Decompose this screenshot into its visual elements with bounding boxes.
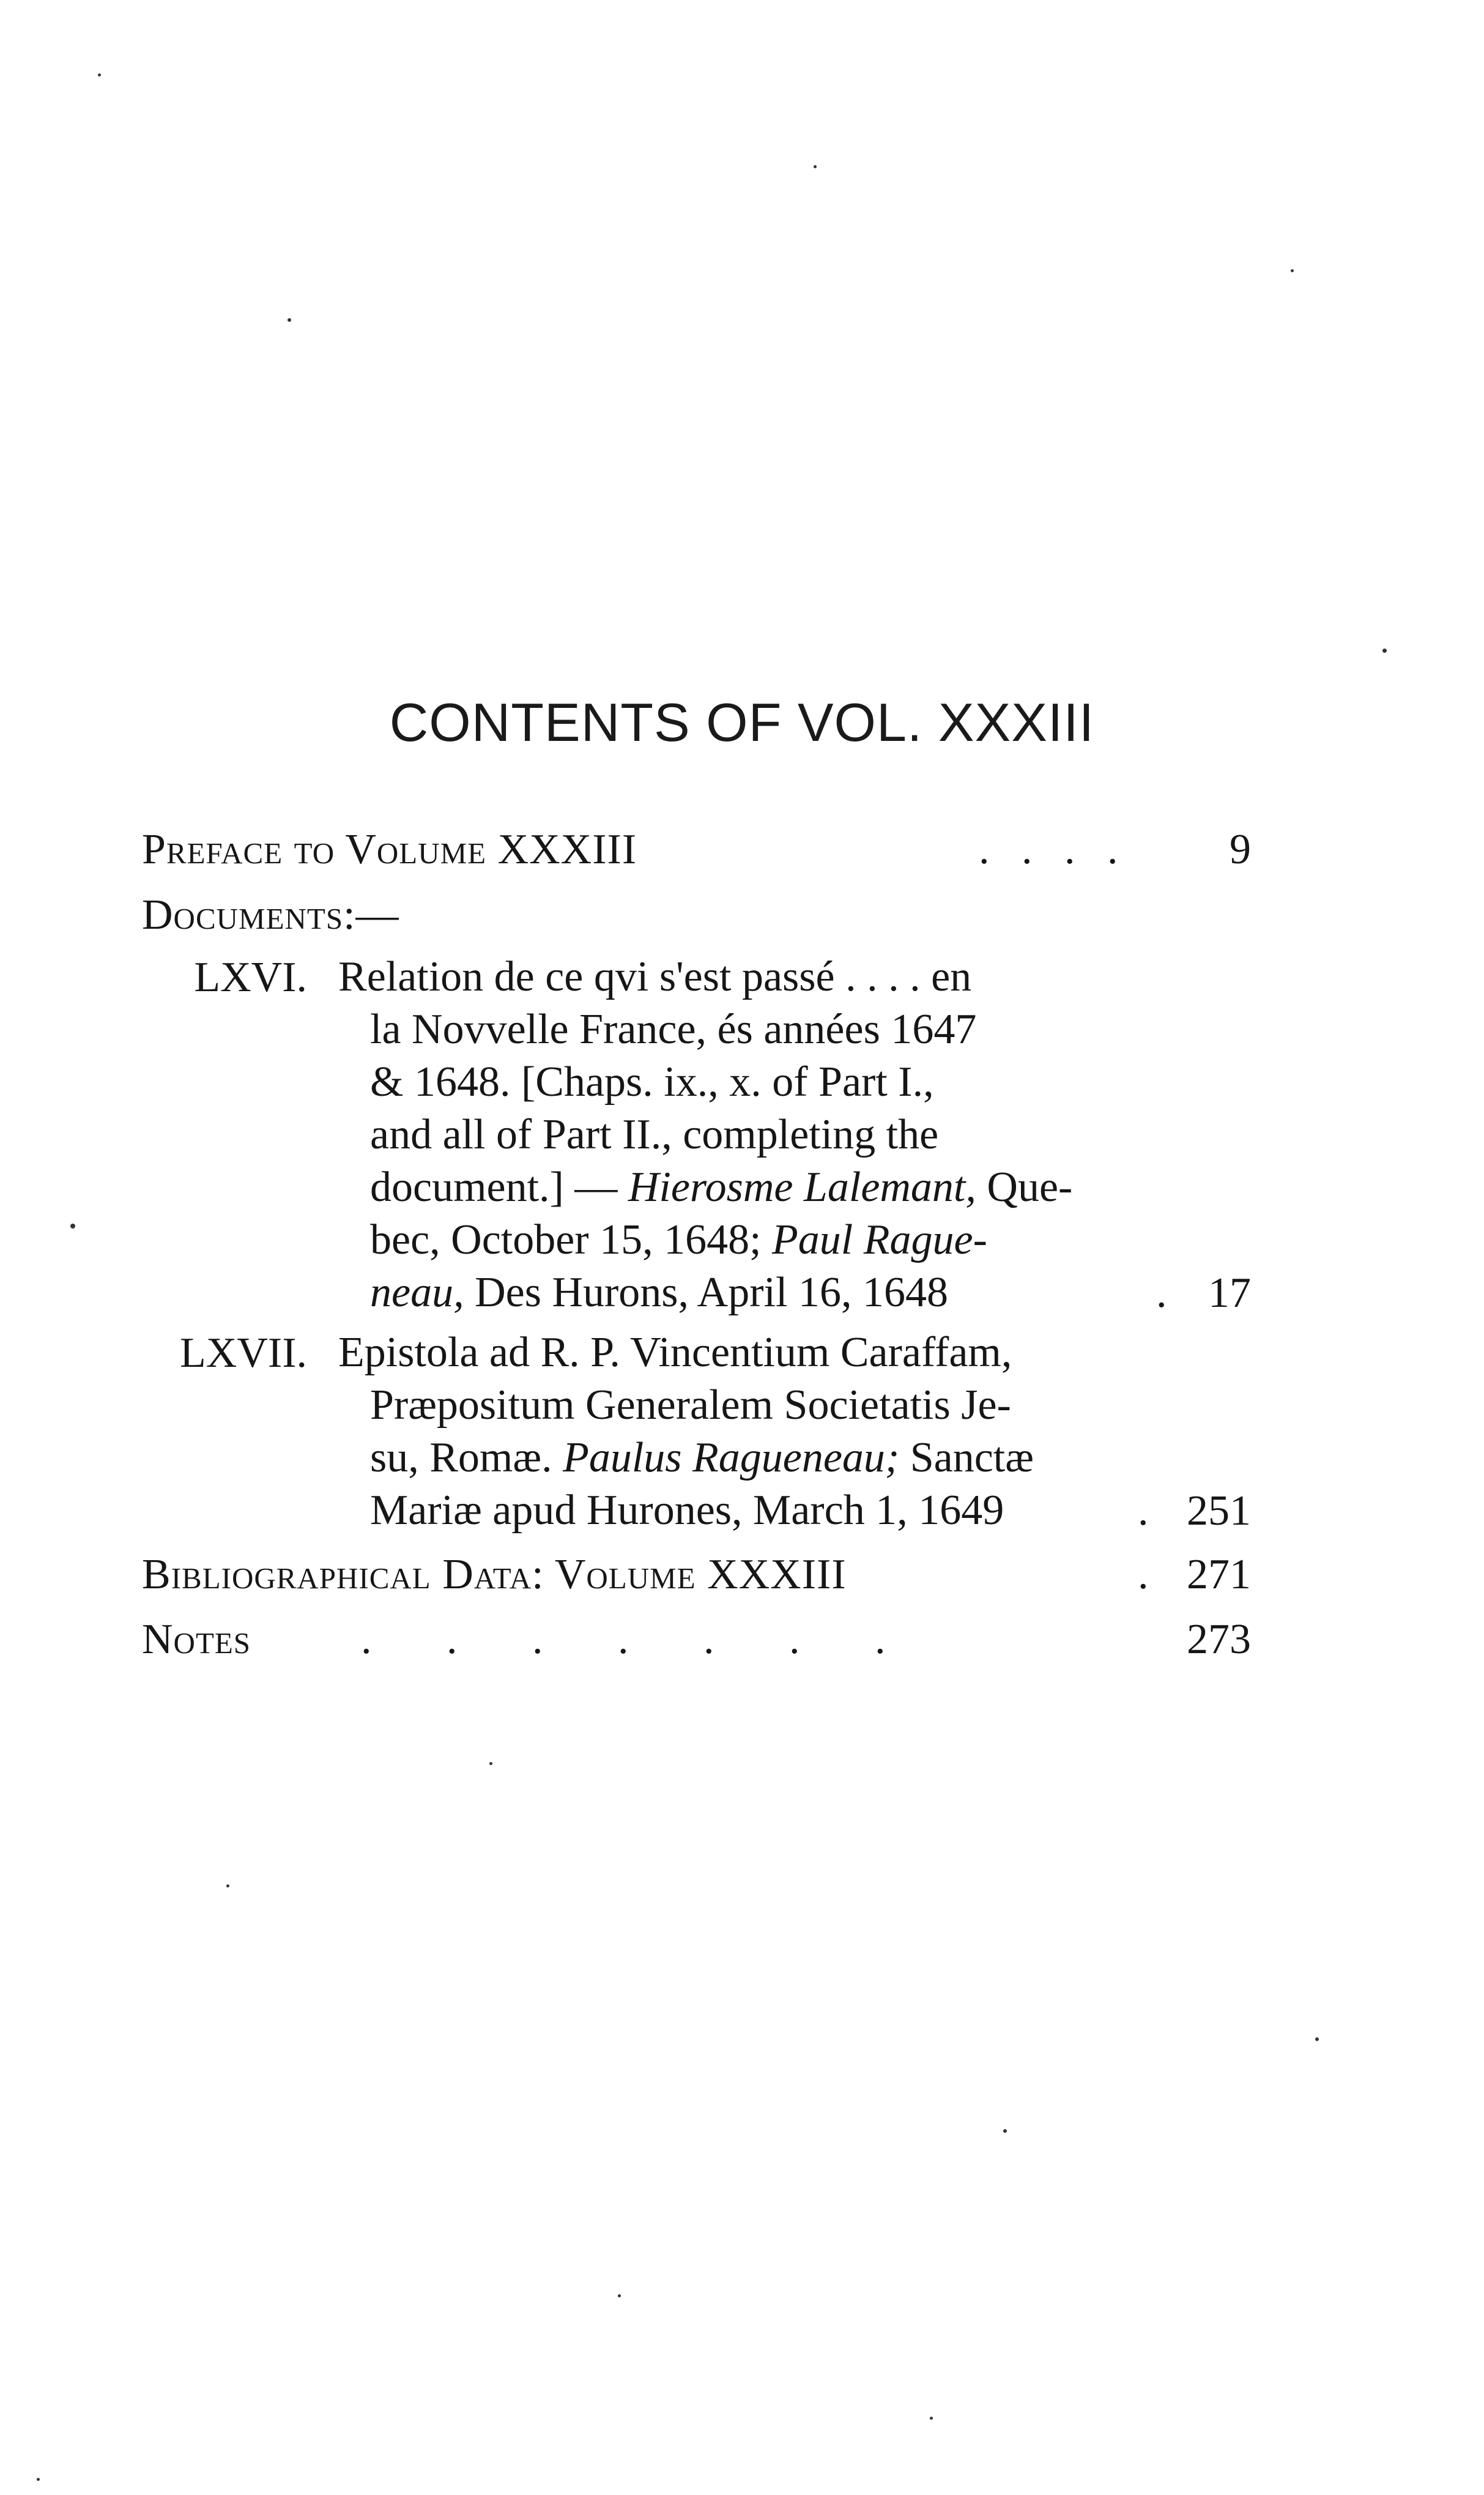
document-lxvi-line-7: neau, Des Hurons, April 16, 1648 [370,1269,948,1316]
scan-speck [1291,269,1294,272]
document-lxvi-page: 17 [1208,1270,1251,1317]
scan-speck [288,318,291,322]
scan-speck [1003,2129,1007,2133]
scan-speck [70,1224,75,1229]
scan-speck [37,2478,40,2481]
author-paul-ragueneau: Paul Rague- [761,1216,987,1263]
document-lxvi-line-1: Relation de ce qvi s'est passé . . . . en [338,953,972,1000]
document-lxvi-description [338,951,1158,1319]
toc-entry-preface-label: Preface to Volume XXXIII [142,826,637,873]
document-lxvii-description [338,1326,1158,1537]
scan-speck [618,2294,621,2297]
document-lxvi-line-5: document.] — Hierosme Lalemant, Que- [370,1164,1073,1211]
document-lxvii-line-2: Præpositum Generalem Societatis Je- [370,1381,1011,1429]
scan-speck [98,73,101,76]
leader-dots: . [1156,1270,1167,1317]
scan-speck [1382,649,1387,653]
document-lxvi-line-4: and all of Part II., completing the [370,1111,939,1158]
document-lxvi-line-6: bec, October 15, 1648; Paul Rague- [370,1216,987,1263]
scan-speck [1315,2037,1319,2041]
scan-speck [226,1884,229,1887]
document-lxvi-line-2: la Novvelle France, és années 1647 [370,1006,977,1053]
page-title: CONTENTS OF VOL. XXXIII [389,692,1095,753]
document-lxvii-line-4: Mariæ apud Hurones, March 1, 1649 [370,1487,1004,1534]
toc-entry-notes-label: Notes [142,1616,251,1663]
scan-speck [814,165,817,168]
toc-entry-bibliographical-label: Bibliographical Data: Volume XXXIII [142,1551,847,1598]
toc-entry-notes-page: 273 [1187,1616,1251,1663]
leader-dots: . . . . . . . [361,1616,886,1663]
toc-entry-preface-page: 9 [1230,826,1251,873]
document-number-lxvii: LXVII. [180,1329,307,1377]
document-number-lxvi: LXVI. [194,954,307,1001]
document-lxvi-line-3: & 1648. [Chaps. ix., x. of Part I., [370,1058,934,1106]
author-paulus-ragueneau: Paulus Ragueneau; [563,1434,900,1481]
scan-speck [489,1762,492,1765]
toc-entry-bibliographical-page: 271 [1187,1551,1251,1598]
leader-dots: . . . . [979,826,1118,873]
scan-speck [930,2417,933,2420]
document-lxvii-page: 251 [1187,1487,1251,1534]
document-lxvii-line-3: su, Romæ. Paulus Ragueneau; Sanctæ [370,1434,1034,1481]
document-lxvii-line-1: Epistola ad R. P. Vincentium Caraffam, [338,1329,1012,1376]
toc-section-documents: Documents:— [142,891,399,939]
author-hierosme-lalemant: Hierosme Lalemant, [628,1164,976,1211]
leader-dots: . [1138,1487,1149,1534]
leader-dots: . [1138,1551,1149,1598]
